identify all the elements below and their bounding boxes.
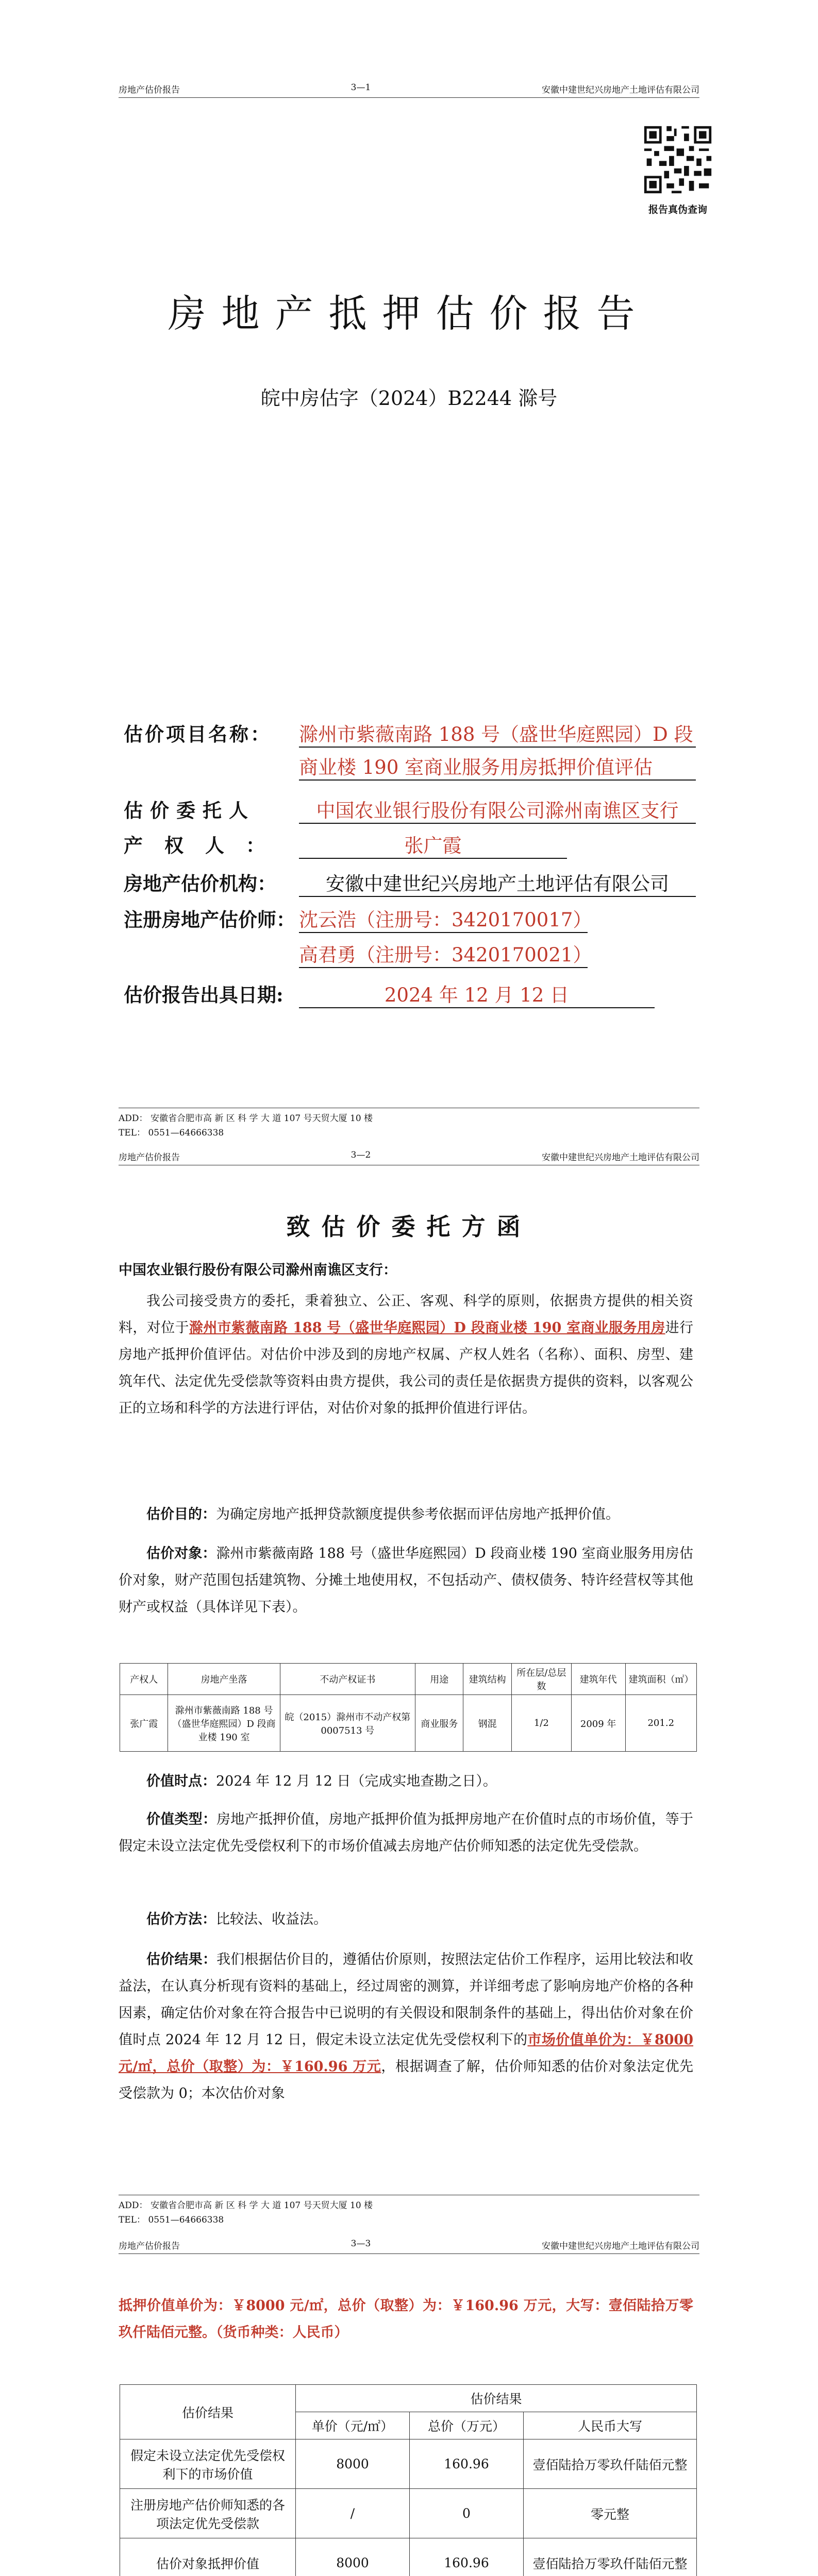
th-location: 房地产坐落 <box>168 1664 280 1695</box>
cell-area: 201.2 <box>625 1695 697 1752</box>
date-row <box>124 979 655 1008</box>
cell-location: 滁州市紫薇南路 188 号（盛世华庭熙园）D 段商业楼 190 室 <box>168 1695 280 1752</box>
header-company: 安徽中建世纪兴房地产土地评估有限公司 <box>541 1153 699 1163</box>
footer-address: ADD： 安徽省合肥市高 新 区 科 学 大 道 107 号天贸大厦 10 楼 <box>119 1113 373 1124</box>
header-page-number: 3—1 <box>350 82 371 93</box>
purpose-text: 为确定房地产抵押贷款额度提供参考依据而评估房地产抵押价值。 <box>216 1506 620 1522</box>
header-left: 房地产估价报告 <box>119 1153 180 1163</box>
report-title: 房地产抵押估价报告 <box>168 292 650 336</box>
table-row <box>120 2439 697 2489</box>
th-owner: 产权人 <box>120 1664 168 1695</box>
intro-highlight: 滁州市紫薇南路 188 号（盛世华庭熙园）D 段商业楼 190 室商业服务用房 <box>189 1320 665 1336</box>
th-total-price: 总价（万元） <box>410 2412 524 2439</box>
cell-unit: / <box>296 2489 410 2538</box>
cell-unit: 8000 <box>296 2538 410 2576</box>
footer-tel: TEL： 0551—64666338 <box>119 1128 224 1138</box>
appraiser-row-2 <box>299 939 592 968</box>
page-header <box>119 2239 699 2254</box>
cell-floor: 1/2 <box>511 1695 571 1752</box>
addressee-text: 中国农业银行股份有限公司滁州南谯区支行： <box>119 1262 397 1278</box>
qr-caption: 报告真伪查询 <box>648 204 707 215</box>
appraiser-2: 高君勇（注册号：3420170021） <box>299 939 588 968</box>
qr-code-icon[interactable] <box>642 124 714 196</box>
purpose-label: 估价目的： <box>146 1506 216 1522</box>
vtype-text: 房地产抵押价值，房地产抵押价值为抵押房地产在价值时点的市场价值，等于假定未设立法定优先受偿权利下的市场价值减去房地产估价师知悉的法定优先受偿款。 <box>119 1811 694 1854</box>
appraiser-row <box>124 904 592 933</box>
object-text: 滁州市紫薇南路 188 号（盛世华庭熙园）D 段商业楼 190 室商业服务用房估价对象，财产范围包括建筑物、分摊土地使用权，不包括动产、债权债务、特许经营权等其他财产或权益（具体详见下表）。 <box>119 1546 693 1615</box>
table-row <box>120 2538 697 2576</box>
header-left: 房地产估价报告 <box>119 2241 180 2251</box>
mortgage-value-text: 抵押价值单价为：￥8000 元/㎡，总价（取整）为：￥160.96 万元，大写：壹佰陆拾万零玖仟陆佰元整。（货币种类：人民币） <box>119 2298 693 2341</box>
th-floor: 所在层/总层数 <box>511 1664 571 1695</box>
method-text: 比较法、收益法。 <box>216 1911 327 1927</box>
letter-method <box>119 1906 693 1933</box>
project-line-2: 商业楼 190 室商业服务用房抵押价值评估 <box>299 752 696 781</box>
letter-result <box>119 1946 693 2107</box>
table-row <box>120 1695 697 1752</box>
project-row <box>124 719 696 748</box>
cell-total: 160.96 <box>410 2538 524 2576</box>
header-left: 房地产估价报告 <box>119 85 180 95</box>
mortgage-value-line <box>119 2293 693 2346</box>
vdate-label: 价值时点： <box>146 1773 216 1789</box>
client-value: 中国农业银行股份有限公司滁州南谯区支行 <box>299 795 696 824</box>
result-table <box>120 2384 697 2576</box>
cell-structure: 钢混 <box>463 1695 511 1752</box>
agency-row <box>124 868 696 897</box>
method-label: 估价方法： <box>146 1911 216 1927</box>
result-text: 我们根据估价目的，遵循估价原则，按照法定估价工作程序，运用比较法和收益法，在认真分析现有资料的基础上，经过周密的测算，并详细考虑了影响房地产价格的各种因素，确定估价对象在符合报告中已说明的有关假设和限制条件的基础上，得出估价对象在价值时点 2024 年 12 月 12 日，假定未设立法定优先受偿权利下的 <box>119 1952 694 2048</box>
cell-certificate: 皖（2015）滁州市不动产权第 0007513 号 <box>280 1695 415 1752</box>
project-label: 估价项目名称： <box>124 723 272 745</box>
table-header-row <box>120 1664 697 1695</box>
project-row-2 <box>299 752 696 781</box>
result-label: 估价结果： <box>146 1952 217 1968</box>
property-table <box>120 1663 697 1752</box>
owner-row <box>124 830 567 859</box>
agency-label: 房地产估价机构： <box>124 872 276 895</box>
th-result: 估价结果 <box>296 2385 697 2412</box>
owner-value: 张广霞 <box>299 830 567 859</box>
header-company: 安徽中建世纪兴房地产土地评估有限公司 <box>541 85 699 95</box>
th-year: 建筑年代 <box>571 1664 625 1695</box>
client-label: 估价委托人 <box>124 799 255 822</box>
cell-item: 注册房地产估价师知悉的各项法定优先受偿款 <box>120 2489 296 2538</box>
letter-addressee <box>119 1257 693 1284</box>
th-certificate: 不动产权证书 <box>280 1664 415 1695</box>
letter-intro <box>119 1288 693 1422</box>
footer-tel: TEL： 0551—64666338 <box>119 2215 224 2225</box>
cell-total: 0 <box>410 2489 524 2538</box>
appraiser-label: 注册房地产估价师： <box>124 908 295 931</box>
cell-item: 估价对象抵押价值 <box>120 2538 296 2576</box>
letter-object <box>119 1540 693 1621</box>
table-header-row <box>120 2385 697 2412</box>
cell-total: 160.96 <box>410 2439 524 2489</box>
letter-purpose <box>119 1501 693 1528</box>
table-row <box>120 2489 697 2538</box>
th-capital: 人民币大写 <box>524 2412 697 2439</box>
cell-capital: 壹佰陆拾万零玖仟陆佰元整 <box>524 2538 697 2576</box>
page-footer <box>119 1108 699 1140</box>
letter-title: 致估价委托方函 <box>286 1213 532 1241</box>
intro-text: 我公司接受贵方的委托，秉着独立、公正、客观、科学的原则，依据贵方提供的相关资料，对位于 <box>119 1293 693 1336</box>
object-label: 估价对象： <box>146 1546 216 1562</box>
th-unit-price: 单价（元/㎡） <box>296 2412 410 2439</box>
owner-label: 产权人： <box>124 834 287 857</box>
th-structure: 建筑结构 <box>463 1664 511 1695</box>
th-use: 用途 <box>415 1664 463 1695</box>
cell-use: 商业服务 <box>415 1695 463 1752</box>
cell-capital: 壹佰陆拾万零玖仟陆佰元整 <box>524 2439 697 2489</box>
footer-address: ADD： 安徽省合肥市高 新 区 科 学 大 道 107 号天贸大厦 10 楼 <box>119 2200 373 2211</box>
cell-item: 假定未设立法定优先受偿权利下的市场价值 <box>120 2439 296 2489</box>
letter-value-type <box>119 1806 693 1860</box>
project-line-1: 滁州市紫薇南路 188 号（盛世华庭熙园）D 段 <box>299 719 696 748</box>
date-label: 估价报告出具日期: <box>124 984 283 1006</box>
date-value: 2024 年 12 月 12 日 <box>299 979 655 1008</box>
cell-year: 2009 年 <box>571 1695 625 1752</box>
letter-value-date <box>119 1768 693 1795</box>
result-end: ，根据调查了解，估价师知悉的估价对象法定优先受偿款为 0；本次估价对象 <box>119 2059 694 2102</box>
page-header <box>119 1150 699 1165</box>
page-header <box>119 82 699 98</box>
th-area: 建筑面积（㎡） <box>625 1664 697 1695</box>
page-footer <box>119 2195 699 2227</box>
vdate-text: 2024 年 12 月 12 日（完成实地查勘之日）。 <box>216 1773 497 1789</box>
header-page-number: 3—3 <box>350 2239 371 2249</box>
vtype-label: 价值类型： <box>146 1811 217 1827</box>
appraiser-1: 沈云浩（注册号：3420170017） <box>299 904 588 933</box>
intro-end: 进行房地产抵押价值评估。对估价中涉及到的房地产权属、产权人姓名（名称）、面积、房型、建筑年代、法定优先受偿款等资料由贵方提供，我公司的责任是依据贵方提供的资料，以客观公正的立场和科学的方法进行评估，对估价对象的抵押价值进行评估。 <box>119 1320 694 1416</box>
cell-unit: 8000 <box>296 2439 410 2489</box>
client-row <box>124 795 696 824</box>
header-company: 安徽中建世纪兴房地产土地评估有限公司 <box>541 2241 699 2251</box>
report-number: 皖中房估字（2024）B2244 滁号 <box>260 387 558 410</box>
th-item: 估价结果 <box>120 2385 296 2439</box>
header-page-number: 3—2 <box>350 1150 371 1160</box>
agency-value: 安徽中建世纪兴房地产土地评估有限公司 <box>299 868 696 897</box>
cell-owner: 张广霞 <box>120 1695 168 1752</box>
cell-capital: 零元整 <box>524 2489 697 2538</box>
result-highlight: 市场价值单价为：￥8000 元/㎡，总价（取整）为：￥160.96 万元 <box>119 2032 694 2075</box>
